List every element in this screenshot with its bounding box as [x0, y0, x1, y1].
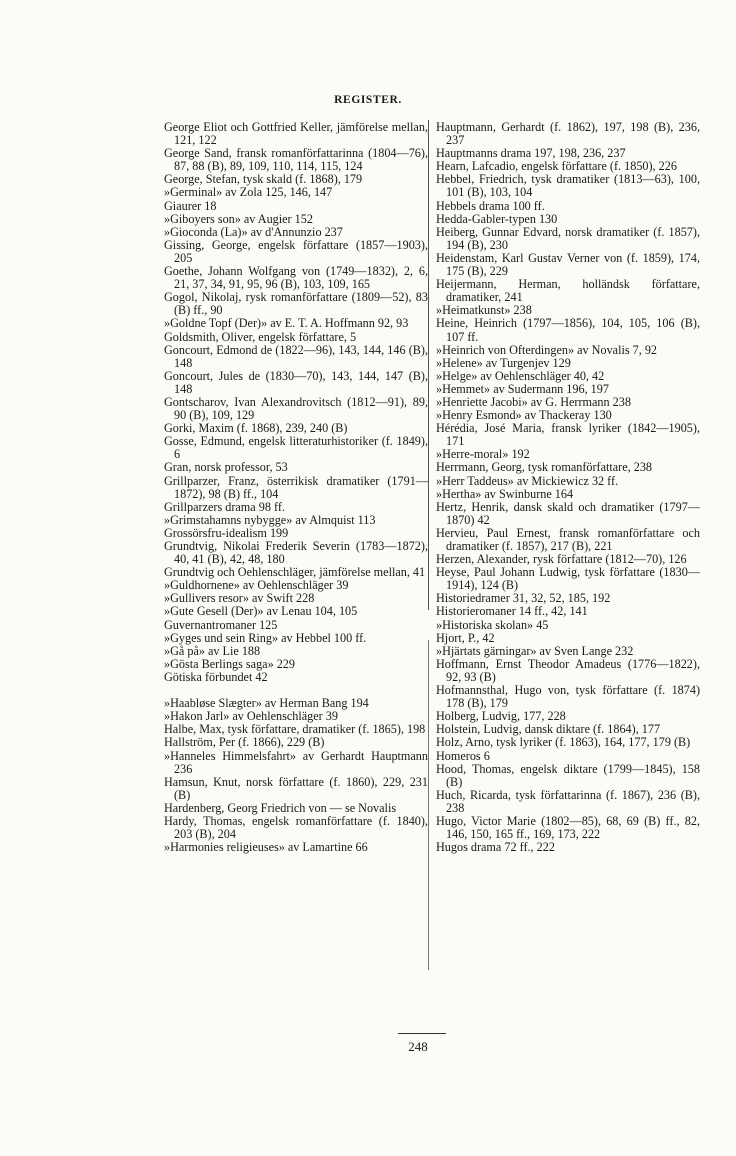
- index-entry: Hervieu, Paul Ernest, fransk romanförfattare och dramatiker (f. 1857), 217 (B), 221: [436, 525, 700, 553]
- index-entry: Hardy, Thomas, engelsk romanförfattare (f. 1840), 203 (B), 204: [164, 813, 428, 842]
- index-entry: Gogol, Nikolaj, rysk romanförfattare (1809—52), 83 (B) ff., 90: [164, 290, 428, 318]
- index-entry: Guvernantromaner 125: [164, 617, 278, 632]
- index-entry: »Harmonies religieuses» av Lamartine 66: [164, 840, 368, 855]
- index-entry: Goncourt, Edmond de (1822—96), 143, 144, 146 (B), 148: [164, 342, 428, 370]
- index-entry: Heidenstam, Karl Gustav Verner von (f. 1859), 174, 175 (B), 229: [436, 250, 700, 279]
- index-entry: Holstein, Ludvig, dansk diktare (f. 1864), 177: [436, 722, 661, 737]
- index-entry: Hoffmann, Ernst Theodor Amadeus (1776—1822), 92, 93 (B): [436, 656, 700, 684]
- index-entry: Herrmann, Georg, tysk romanförfattare, 238: [436, 460, 653, 475]
- index-entry: Hjort, P., 42: [436, 630, 495, 645]
- index-entry: Hérédia, José Maria, fransk lyriker (1842—1905), 171: [436, 421, 700, 449]
- index-entry: George Eliot och Gottfried Keller, jämförelse mellan, 121, 122: [164, 120, 428, 148]
- index-entry: »Gullivers resor» av Swift 228: [164, 591, 315, 606]
- index-entry: Gorki, Maxim (f. 1868), 239, 240 (B): [164, 421, 348, 436]
- index-entry: »Grimstahamns nybygge» av Almquist 113: [164, 512, 376, 527]
- index-entry: Historieromaner 14 ff., 42, 141: [436, 604, 588, 619]
- index-entry: »Gute Gesell (Der)» av Lenau 104, 105: [164, 604, 358, 619]
- index-entry: Gissing, George, engelsk författare (1857—1903), 205: [164, 237, 428, 265]
- index-entry: Giaurer 18: [164, 198, 217, 213]
- index-entry: »Herre-moral» 192: [436, 447, 530, 462]
- index-entry: Goldsmith, Oliver, engelsk författare, 5: [164, 329, 357, 344]
- index-entry: Götiska förbundet 42: [164, 669, 268, 684]
- index-entry: Huch, Ricarda, tysk författarinna (f. 1867), 236 (B), 238: [436, 787, 700, 815]
- index-entry: Grundtvig, Nikolai Frederik Severin (1783—1872), 40, 41 (B), 42, 48, 180: [164, 539, 428, 567]
- index-entry: Hugos drama 72 ff., 222: [436, 840, 555, 855]
- index-entry: Goncourt, Jules de (1830—70), 143, 144, 147 (B), 148: [164, 368, 428, 396]
- index-entry: Hebbels drama 100 ff.: [436, 198, 545, 213]
- index-entry: »Hemmet» av Sudermann 196, 197: [436, 381, 609, 396]
- index-entry: Halbe, Max, tysk författare, dramatiker (f. 1865), 198: [164, 722, 426, 737]
- index-entry: »Guldhornene» av Oehlenschläger 39: [164, 578, 349, 593]
- index-entry: »Hjärtats gärningar» av Sven Lange 232: [436, 643, 634, 658]
- index-entry: »Henry Esmond» av Thackeray 130: [436, 408, 612, 423]
- index-entry: Heijermann, Herman, holländsk författare, dramatiker, 241: [436, 277, 700, 305]
- index-entry: Goethe, Johann Wolfgang von (1749—1832), 2, 6, 21, 37, 34, 91, 95, 96 (B), 103, 109, 165: [164, 264, 428, 292]
- index-entry: »Herr Taddeus» av Mickiewicz 32 ff.: [436, 473, 619, 488]
- index-entry: Hertz, Henrik, dansk skald och dramatiker (1797—1870) 42: [436, 499, 700, 527]
- index-entry: Heine, Heinrich (1797—1856), 104, 105, 106 (B), 107 ff.: [436, 316, 700, 344]
- index-entry: »Giboyers son» av Augier 152: [164, 211, 313, 226]
- index-entry: Gran, norsk professor, 53: [164, 460, 288, 475]
- index-entry: Gontscharov, Ivan Alexandrovitsch (1812—91), 89, 90 (B), 109, 129: [164, 394, 428, 423]
- index-entry: »Gösta Berlings saga» 229: [164, 656, 295, 671]
- index-entry: Hood, Thomas, engelsk diktare (1799—1845), 158 (B): [436, 761, 700, 789]
- index-entry: »Goldne Topf (Der)» av E. T. A. Hoffmann 92, 93: [164, 316, 409, 331]
- index-entry: George, Stefan, tysk skald (f. 1868), 179: [164, 172, 363, 187]
- index-entry: Hamsun, Knut, norsk författare (f. 1860), 229, 231 (B): [164, 774, 428, 802]
- index-entry: Holberg, Ludvig, 177, 228: [436, 709, 566, 724]
- index-entry: »Gå på» av Lie 188: [164, 643, 261, 658]
- index-entry: Hugo, Victor Marie (1802—85), 68, 69 (B) ff., 82, 146, 150, 165 ff., 169, 173, 222: [436, 813, 700, 842]
- index-entry: Hardenberg, Georg Friedrich von — se Novalis: [164, 800, 397, 815]
- index-entry: »Heinrich von Ofterdingen» av Novalis 7, 92: [436, 342, 658, 357]
- index-column-left: [164, 121, 428, 854]
- index-entry: Grillparzer, Franz, österrikisk dramatiker (1791—1872), 98 (B) ff., 104: [164, 473, 428, 501]
- index-entry: Hauptmann, Gerhardt (f. 1862), 197, 198 (B), 236, 237: [436, 120, 700, 148]
- index-entry: Herzen, Alexander, rysk författare (1812—70), 126: [436, 552, 687, 567]
- index-entry: »Germinal» av Zola 125, 146, 147: [164, 185, 333, 200]
- index-entry: George Sand, fransk romanförfattarinna (1804—76), 87, 88 (B), 89, 109, 110, 114, 115, 124: [164, 146, 428, 174]
- index-entry: »Heimatkunst» 238: [436, 303, 532, 318]
- index-entry: Heyse, Paul Johann Ludwig, tysk författare (1830—1914), 124 (B): [436, 565, 700, 593]
- index-entry: Historiedramer 31, 32, 52, 185, 192: [436, 591, 611, 606]
- index-entry: »Historiska skolan» 45: [436, 617, 549, 632]
- index-entry: Holz, Arno, tysk lyriker (f. 1863), 164, 177, 179 (B): [436, 735, 691, 750]
- index-entry: Gosse, Edmund, engelsk litteraturhistoriker (f. 1849), 6: [164, 434, 428, 462]
- index-entry: Grillparzers drama 98 ff.: [164, 499, 285, 514]
- page-number: 248: [408, 1039, 428, 1054]
- index-entry: Homeros 6: [436, 748, 490, 763]
- index-entry: Hedda-Gabler-typen 130: [436, 211, 558, 226]
- column-divider: [428, 120, 429, 610]
- index-entry: »Gioconda (La)» av d'Annunzio 237: [164, 224, 343, 239]
- index-entry: Heiberg, Gunnar Edvard, norsk dramatiker (f. 1857), 194 (B), 230: [436, 224, 700, 252]
- index-entry: »Hakon Jarl» av Oehlenschläger 39: [164, 709, 338, 724]
- index-entry: »Helene» av Turgenjev 129: [436, 355, 571, 370]
- index-entry: Grossörsfru-idealism 199: [164, 525, 289, 540]
- column-divider: [428, 640, 429, 970]
- footer-rule: [398, 1033, 446, 1034]
- index-entry: Hearn, Lafcadio, engelsk författare (f. 1850), 226: [436, 159, 677, 174]
- index-entry: »Haabløse Slægter» av Herman Bang 194: [164, 696, 369, 711]
- index-entry: »Gyges und sein Ring» av Hebbel 100 ff.: [164, 630, 367, 645]
- index-entry: »Helge» av Oehlenschläger 40, 42: [436, 368, 605, 383]
- index-entry: Grundtvig och Oehlenschläger, jämförelse mellan, 41: [164, 565, 426, 580]
- index-entry: Hallström, Per (f. 1866), 229 (B): [164, 735, 325, 750]
- index-entry: »Hertha» av Swinburne 164: [436, 486, 574, 501]
- page-title: REGISTER.: [334, 94, 402, 106]
- index-entry: Hofmannsthal, Hugo von, tysk författare (f. 1874) 178 (B), 179: [436, 683, 700, 711]
- index-entry: »Hanneles Himmelsfahrt» av Gerhardt Hauptmann 236: [164, 748, 428, 776]
- index-entry: Hauptmanns drama 197, 198, 236, 237: [436, 146, 626, 161]
- index-column-right: [436, 121, 700, 854]
- index-entry: Hebbel, Friedrich, tysk dramatiker (1813—63), 100, 101 (B), 103, 104: [436, 172, 700, 200]
- index-entry: »Henriette Jacobi» av G. Herrmann 238: [436, 394, 631, 409]
